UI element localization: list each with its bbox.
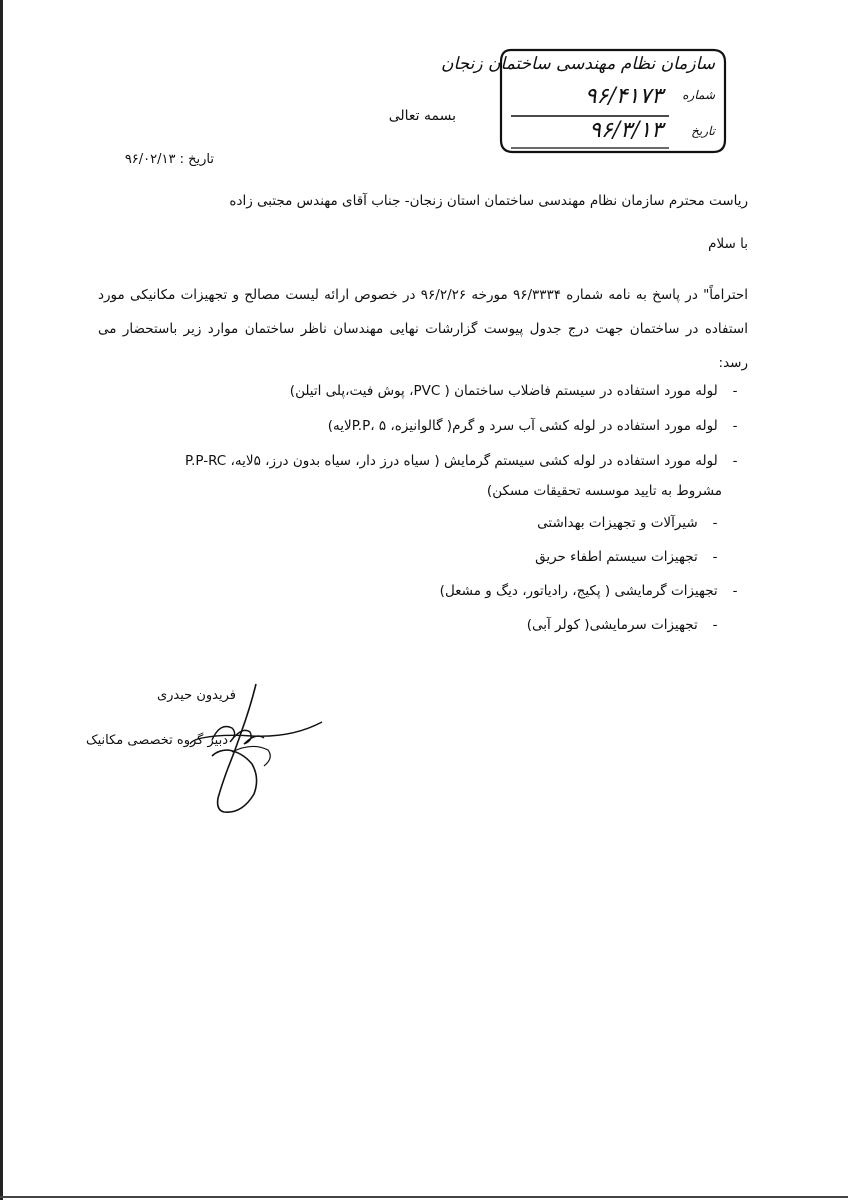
registration-stamp	[441, 44, 729, 158]
list-item	[185, 453, 748, 469]
signer-name: فریدون حیدری	[156, 688, 236, 703]
bullet-dash: -	[712, 617, 718, 633]
bullet-dash: -	[732, 418, 738, 434]
list-item	[535, 549, 728, 565]
recipient-line: ریاست محترم سازمان نظام مهندسی ساختمان استان زنجان- جناب آقای مهندس مجتبی زاده	[229, 193, 748, 209]
list-item-text: مشروط به تایید موسسه تحقیقات مسکن)	[486, 483, 722, 499]
bullet-dash: -	[732, 453, 738, 469]
bullet-dash: -	[712, 549, 718, 565]
page-edge-bottom	[0, 1196, 848, 1198]
bullet-dash: -	[732, 583, 738, 599]
bullet-dash: -	[732, 383, 738, 399]
stamp-date: ۹۶/۳/۱۳	[589, 118, 663, 143]
list-item	[290, 383, 748, 399]
list-item	[527, 617, 728, 633]
list-item-text: تجهیزات سرمایشی( کولر آبی)	[526, 617, 698, 633]
list-item-text: لوله مورد استفاده در سیستم فاضلاب ساختمان ( PVC، پوش فیت،پلی اتیلن)	[289, 383, 718, 399]
stamp-number-label: شماره	[682, 88, 715, 102]
basmala: بسمه تعالی	[388, 108, 456, 124]
list-item-text: تجهیزات سیستم اطفاء حریق	[535, 549, 698, 565]
letter-date: تاریخ : ۹۶/۰۲/۱۳	[124, 152, 214, 167]
stamp-date-label: تاریخ	[691, 124, 715, 138]
page-edge	[0, 0, 3, 1200]
materials-list	[48, 383, 748, 643]
list-item-continuation	[487, 483, 722, 499]
greeting: با سلام	[708, 236, 748, 252]
list-item-text: شیرآلات و تجهیزات بهداشتی	[537, 515, 698, 531]
list-item	[440, 583, 748, 599]
stamp-title: سازمان نظام مهندسی ساختمان زنجان	[441, 54, 715, 74]
stamp-number: ۹۶/۴۱۷۳	[584, 84, 663, 109]
bullet-dash: -	[712, 515, 718, 531]
list-item-text: لوله مورد استفاده در لوله کشی آب سرد و گرم( گالوانیزه، P.P، ۵لایه)	[327, 418, 718, 434]
handwritten-signature	[132, 678, 332, 828]
signer-title: دبیر گروه تخصصی مکانیک	[85, 733, 228, 748]
list-item	[537, 515, 728, 531]
list-item-text: تجهیزات گرمایشی ( پکیج، رادیاتور، دیگ و مشعل)	[439, 583, 718, 599]
list-item	[328, 418, 748, 434]
body-paragraph: احتراماً" در پاسخ به نامه شماره ۹۶/۳۳۳۴ مورخه ۹۶/۲/۲۶ در خصوص ارائه لیست مصالح و تجهیزات مکانیکی مورد استفاده در ساختمان جهت درج جدول پیوست گزارشات نهایی مهندسان ناظر ساختمان موارد زیر باستحضار می رسد:	[98, 287, 748, 371]
list-item-text: لوله مورد استفاده در لوله کشی سیستم گرمایش ( سیاه درز دار، سیاه بدون درز، ۵لایه، P.P-RC	[185, 453, 718, 469]
